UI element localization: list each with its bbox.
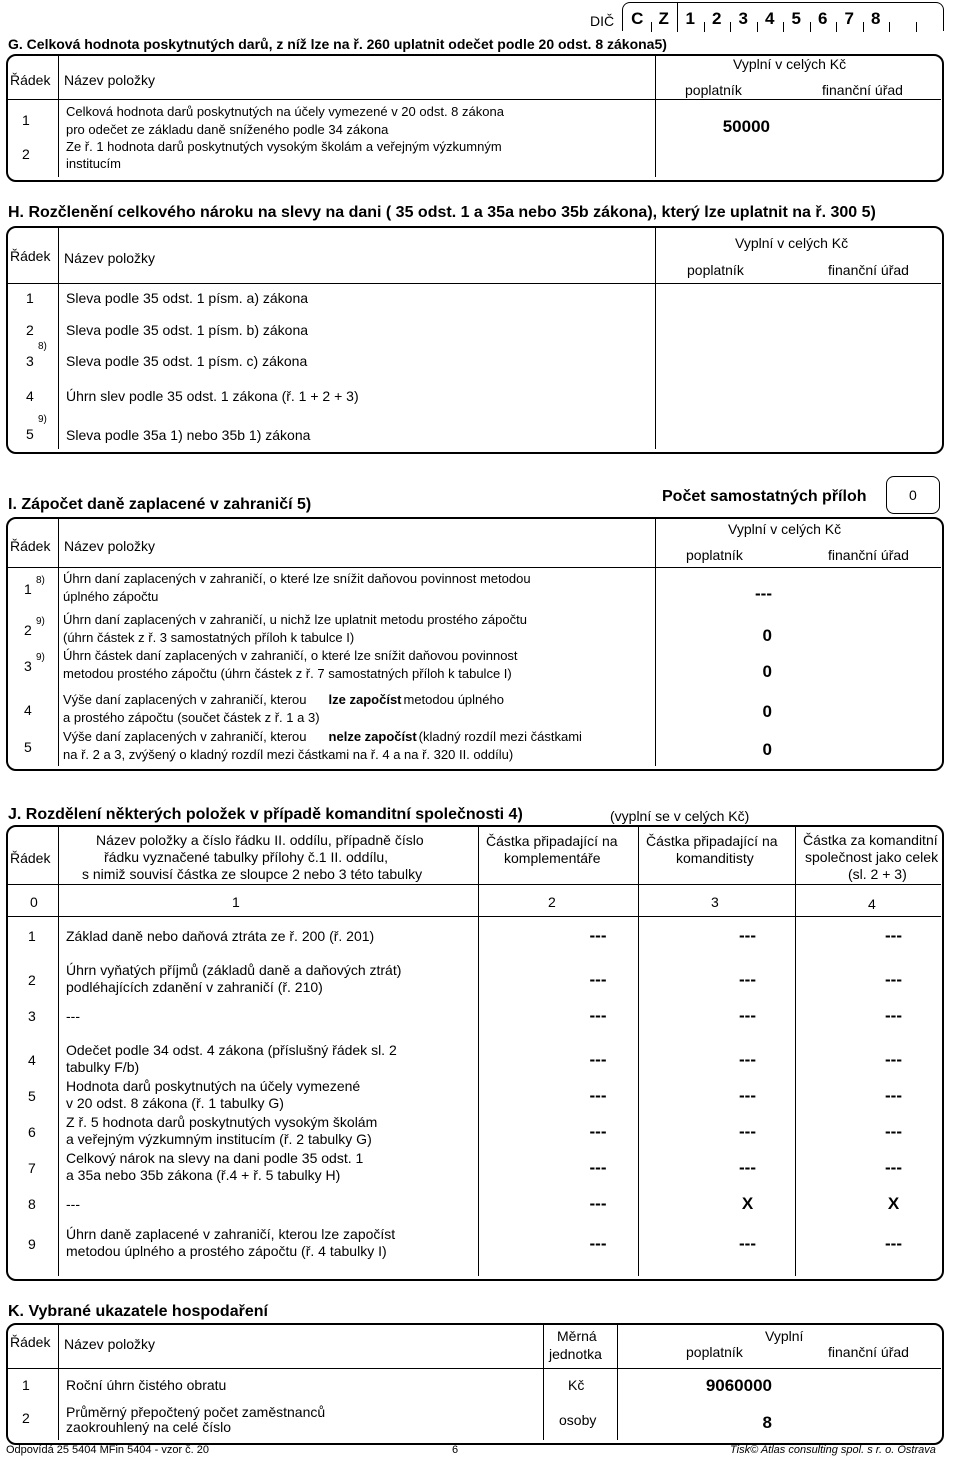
j-row-c2[interactable]: --- bbox=[589, 970, 607, 989]
j-row-text1: Úhrn daně zaplacené v zahraničí, kterou lze započíst bbox=[66, 1226, 396, 1242]
h-col-name: Název položky bbox=[64, 250, 156, 266]
j-row-num: 8 bbox=[28, 1196, 36, 1212]
i-row-text1-main: Úhrn daní zaplacených v zahraničí, u nichž lze uplatnit metodu prostého zápočtu bbox=[63, 612, 527, 627]
j-col-name-2: řádku vyznačené tabulky přílohy č.1 II. oddílu, bbox=[104, 849, 389, 865]
j-row-text1: Hodnota darů poskytnutých na účely vymezené bbox=[66, 1078, 361, 1094]
dic-char: 5 bbox=[791, 9, 801, 28]
j-row-c4[interactable]: X bbox=[887, 1194, 900, 1213]
j-col3-2: komanditisty bbox=[676, 850, 754, 866]
j-row-c4[interactable]: --- bbox=[885, 1086, 902, 1105]
j-row-text2: tabulky F/b) bbox=[66, 1059, 140, 1075]
j-row-text2: metodou úplného a prostého zápočtu (ř. 4 tabulky I) bbox=[66, 1243, 387, 1259]
j-row-text1: Odečet podle 34 odst. 4 zákona (příslušný řádek sl. 2 bbox=[66, 1042, 397, 1058]
j-row-c4[interactable]: --- bbox=[885, 970, 902, 989]
footer-left: Odpovídá 25 5404 MFin 5404 - vzor č. 20 bbox=[6, 1444, 210, 1456]
g-row2-num: 2 bbox=[22, 146, 30, 162]
j-row-c2[interactable]: --- bbox=[589, 1234, 607, 1253]
i-row-text1-tail: (kladný rozdíl mezi částkami bbox=[418, 729, 582, 744]
j-row-c4[interactable]: --- bbox=[885, 1050, 902, 1069]
j-row-c2[interactable]: --- bbox=[589, 1158, 607, 1177]
h-col-payer: poplatník bbox=[687, 262, 744, 278]
h-row-text: Sleva podle 35 odst. 1 písm. b) zákona bbox=[66, 322, 309, 338]
j-row-c3[interactable]: --- bbox=[739, 926, 756, 945]
g-col-row: Řádek bbox=[10, 72, 51, 88]
j-colnum-2: 2 bbox=[548, 894, 556, 910]
k-row2-num: 2 bbox=[22, 1410, 30, 1426]
k-col-unit-1: Měrná bbox=[557, 1328, 597, 1344]
h-row-text: Sleva podle 35a 1) nebo 35b 1) zákona bbox=[66, 427, 311, 443]
i-row-text1 bbox=[63, 571, 531, 587]
j-row-c3[interactable]: --- bbox=[739, 1158, 756, 1177]
j-row-c2[interactable]: --- bbox=[589, 926, 607, 945]
j-row-text2: a 35a nebo 35b zákona (ř.4 + ř. 5 tabulky H) bbox=[66, 1167, 341, 1183]
k-row2-payer[interactable]: 8 bbox=[762, 1413, 772, 1432]
i-row-text1 bbox=[63, 692, 504, 708]
j-col-name-3: s nimiž souvisí částka ze sloupce 2 nebo 3 této tabulky bbox=[82, 866, 423, 882]
j-row-c3[interactable]: --- bbox=[739, 1122, 756, 1141]
i-row-footnote: 8) bbox=[36, 575, 45, 586]
j-col2-1: Částka připadající na bbox=[486, 833, 618, 849]
section-k-title: K. Vybrané ukazatele hospodaření bbox=[8, 1303, 268, 1320]
j-row-text1: Úhrn vyňatých příjmů (základů daně a daňových ztrát) bbox=[66, 962, 402, 978]
dic-char: C bbox=[631, 9, 644, 28]
j-row-num: 4 bbox=[28, 1052, 36, 1068]
i-row-text1 bbox=[63, 612, 527, 628]
i-row-text1 bbox=[63, 648, 518, 664]
j-row-num: 7 bbox=[28, 1160, 36, 1176]
j-row-text2: v 20 odst. 8 zákona (ř. 1 tabulky G) bbox=[66, 1095, 284, 1111]
i-row-text2: (úhrn částek z ř. 3 samostatných příloh k tabulce I) bbox=[63, 630, 355, 645]
j-col-row: Řádek bbox=[10, 850, 51, 866]
g-row1-num: 1 bbox=[22, 112, 30, 128]
i-row-payer[interactable]: 0 bbox=[762, 740, 772, 759]
g-col-payer: poplatník bbox=[685, 82, 742, 98]
j-col3-1: Částka připadající na bbox=[646, 833, 778, 849]
k-row2-text2: zaokrouhlený na celé číslo bbox=[66, 1419, 231, 1435]
section-h-title: H. Rozčlenění celkového nároku na slevy na dani ( 35 odst. 1 a 35a nebo 35b zákona), který lze uplatnit na ř. 300 5) bbox=[8, 204, 876, 221]
j-colnum-1: 1 bbox=[232, 894, 240, 910]
section-j-title: J. Rozdělení některých položek v případě komanditní společnosti 4) bbox=[8, 806, 523, 823]
h-row-num: 3 bbox=[26, 353, 34, 369]
h-row-num: 2 bbox=[26, 322, 34, 338]
h-col-fill: Vyplní v celých Kč bbox=[735, 235, 849, 251]
j-row-num: 1 bbox=[28, 928, 36, 944]
i-row-text2: úplného zápočtu bbox=[63, 589, 159, 604]
j-row-c2[interactable]: --- bbox=[589, 1086, 607, 1105]
i-row-payer[interactable]: --- bbox=[755, 584, 772, 603]
h-col-row: Řádek bbox=[10, 248, 51, 264]
i-row-text1-main: Úhrn částek daní zaplacených v zahraničí, o které lze snížit daňovou povinnost bbox=[63, 648, 518, 663]
i-row-payer[interactable]: 0 bbox=[762, 702, 772, 721]
dic-char: 8 bbox=[871, 9, 881, 28]
i-row-text1-bold: lze započíst bbox=[328, 692, 402, 707]
i-col-name: Název položky bbox=[64, 538, 156, 554]
j-col-name-1: Název položky a číslo řádku II. oddílu, případně číslo bbox=[96, 832, 424, 848]
j-row-text2: podléhajících zdanění v zahraničí (ř. 210) bbox=[66, 979, 323, 995]
i-row-text1 bbox=[63, 729, 582, 745]
j-row-c2[interactable]: --- bbox=[589, 1194, 607, 1213]
section-j-note: (vyplní se v celých Kč) bbox=[610, 808, 750, 824]
i-row-payer[interactable]: 0 bbox=[762, 662, 772, 681]
attachments-value: 0 bbox=[909, 487, 917, 503]
dic-char bbox=[889, 6, 916, 34]
h-row-num: 1 bbox=[26, 290, 34, 306]
h-row-text: Sleva podle 35 odst. 1 písm. a) zákona bbox=[66, 290, 309, 306]
footer-page: 6 bbox=[452, 1444, 459, 1456]
dic-char: 6 bbox=[818, 9, 828, 28]
section-i-title: I. Zápočet daně zaplacené v zahraničí 5) bbox=[8, 496, 312, 513]
j-row-text1: --- bbox=[66, 1196, 80, 1212]
j-col4-3: (sl. 2 + 3) bbox=[848, 866, 907, 882]
i-row-num: 3 bbox=[24, 658, 32, 674]
j-row-num: 5 bbox=[28, 1088, 36, 1104]
dic-label: DIČ bbox=[590, 13, 615, 29]
k-col-fill: Vyplní bbox=[765, 1328, 804, 1344]
k-col-payer: poplatník bbox=[686, 1344, 743, 1360]
j-col4-2: společnost jako celek bbox=[805, 849, 939, 865]
dic-field[interactable] bbox=[622, 2, 944, 36]
j-row-c2[interactable]: --- bbox=[589, 1006, 607, 1025]
j-col4-1: Částka za komanditní bbox=[803, 832, 938, 848]
attachments-label: Počet samostatných příloh bbox=[662, 488, 867, 505]
k-row2-text1: Průměrný přepočtený počet zaměstnanců bbox=[66, 1404, 326, 1420]
i-col-payer: poplatník bbox=[686, 547, 743, 563]
dic-char bbox=[916, 6, 943, 34]
j-row-c3[interactable]: --- bbox=[739, 1006, 756, 1025]
i-row-num: 2 bbox=[24, 622, 32, 638]
i-row-text2: metodou prostého zápočtu (úhrn částek z ř. 7 samostatných příloh k tabulce I) bbox=[63, 666, 512, 681]
j-row-text1: Z ř. 5 hodnota darů poskytnutých vysokým školám bbox=[66, 1114, 378, 1130]
h-row-num: 4 bbox=[26, 388, 34, 404]
section-g-title: G. Celková hodnota poskytnutých darů, z níž lze na ř. 260 uplatnit odečet podle 20 odst. 8 zákona5) bbox=[8, 36, 667, 52]
i-row-payer[interactable]: 0 bbox=[762, 626, 772, 645]
i-col-office: finanční úřad bbox=[828, 547, 909, 563]
footer-right: Tisk© Atlas consulting spol. s r. o. Ostrava bbox=[730, 1444, 936, 1456]
j-row-c4[interactable]: --- bbox=[885, 1234, 902, 1253]
h-row-text: Úhrn slev podle 35 odst. 1 zákona (ř. 1 + 2 + 3) bbox=[66, 388, 359, 404]
j-row-num: 9 bbox=[28, 1236, 36, 1252]
g-row1-payer[interactable]: 50000 bbox=[722, 117, 770, 136]
i-row-num: 1 bbox=[24, 581, 32, 597]
i-row-text1-main: Úhrn daní zaplacených v zahraničí, o které lze snížit daňovou povinnost metodou bbox=[63, 571, 531, 586]
j-row-c2[interactable]: --- bbox=[589, 1050, 607, 1069]
j-row-c4[interactable]: --- bbox=[885, 926, 902, 945]
j-row-c3[interactable]: --- bbox=[739, 1050, 756, 1069]
j-row-c2[interactable]: --- bbox=[589, 1122, 607, 1141]
j-row-num: 6 bbox=[28, 1124, 36, 1140]
j-row-text1: --- bbox=[66, 1008, 80, 1024]
k-col-office: finanční úřad bbox=[828, 1344, 909, 1360]
g-row1-text1: Celková hodnota darů poskytnutých na účely vymezené v 20 odst. 8 zákona bbox=[66, 104, 504, 119]
j-row-c4[interactable]: --- bbox=[885, 1006, 902, 1025]
j-row-c4[interactable]: --- bbox=[885, 1122, 902, 1141]
attachments-field[interactable] bbox=[886, 476, 940, 514]
j-row-c3[interactable]: --- bbox=[739, 970, 756, 989]
g-col-name: Název položky bbox=[64, 72, 156, 88]
j-row-text1: Celkový nárok na slevy na dani podle 35 odst. 1 bbox=[66, 1150, 364, 1166]
i-row-footnote: 9) bbox=[36, 652, 45, 663]
k-row1-text: Roční úhrn čistého obratu bbox=[66, 1377, 227, 1393]
j-row-text1: Základ daně nebo daňová ztráta ze ř. 200 (ř. 201) bbox=[66, 928, 375, 944]
h-col-office: finanční úřad bbox=[828, 262, 909, 278]
g-col-fill: Vyplní v celých Kč bbox=[733, 56, 847, 72]
k-row1-unit: Kč bbox=[568, 1377, 585, 1393]
i-row-num: 4 bbox=[24, 702, 32, 718]
j-row-c3[interactable]: --- bbox=[739, 1086, 756, 1105]
k-col-row: Řádek bbox=[10, 1334, 51, 1350]
g-row2-text1: Ze ř. 1 hodnota darů poskytnutých vysokým školám a veřejným výzkumným bbox=[66, 139, 502, 154]
i-row-num: 5 bbox=[24, 739, 32, 755]
h-row-footnote: 9) bbox=[38, 414, 47, 425]
i-col-row: Řádek bbox=[10, 538, 51, 554]
dic-char: 3 bbox=[738, 9, 748, 28]
i-row-text2: na ř. 2 a 3, zvýšený o kladný rozdíl mezi částkami na ř. 4 a na ř. 320 II. oddílu) bbox=[63, 747, 514, 762]
dic-char: 4 bbox=[765, 9, 775, 28]
k-col-name: Název položky bbox=[64, 1336, 156, 1352]
j-row-c3[interactable]: --- bbox=[739, 1234, 756, 1253]
j-row-c4[interactable]: --- bbox=[885, 1158, 902, 1177]
h-row-footnote: 8) bbox=[38, 341, 47, 352]
j-colnum-4: 4 bbox=[868, 896, 876, 912]
k-col-unit-2: jednotka bbox=[549, 1346, 602, 1362]
dic-char: 7 bbox=[844, 9, 854, 28]
j-col2-2: komplementáře bbox=[504, 850, 601, 866]
k-row2-unit: osoby bbox=[559, 1412, 597, 1428]
i-row-text2: a prostého zápočtu (součet částek z ř. 1 a 3) bbox=[63, 710, 320, 725]
i-row-text1-tail: metodou úplného bbox=[403, 692, 504, 707]
i-row-text1-bold: nelze započíst bbox=[328, 729, 417, 744]
i-col-fill: Vyplní v celých Kč bbox=[728, 521, 842, 537]
j-row-c3[interactable]: X bbox=[741, 1194, 754, 1213]
j-row-text2: a veřejným výzkumným institucím (ř. 2 tabulky G) bbox=[66, 1131, 372, 1147]
i-row-footnote: 9) bbox=[36, 616, 45, 627]
j-row-num: 2 bbox=[28, 972, 36, 988]
k-row1-num: 1 bbox=[22, 1377, 30, 1393]
g-row2-text2: institucím bbox=[66, 156, 121, 171]
h-row-text: Sleva podle 35 odst. 1 písm. c) zákona bbox=[66, 353, 308, 369]
k-row1-payer[interactable]: 9060000 bbox=[705, 1376, 772, 1395]
dic-char: 1 bbox=[685, 9, 695, 28]
j-colnum-3: 3 bbox=[711, 894, 719, 910]
i-row-text1-main: Výše daní zaplacených v zahraničí, kterou bbox=[63, 692, 307, 707]
dic-char: 2 bbox=[712, 9, 722, 28]
j-row-num: 3 bbox=[28, 1008, 36, 1024]
dic-char: Z bbox=[658, 9, 669, 28]
h-row-num: 5 bbox=[26, 426, 34, 442]
g-col-office: finanční úřad bbox=[822, 82, 903, 98]
g-row1-text2: pro odečet ze základu daně sníženého podle 34 zákona bbox=[66, 122, 389, 137]
j-colnum-0: 0 bbox=[30, 894, 38, 910]
i-row-text1-main: Výše daní zaplacených v zahraničí, kterou bbox=[63, 729, 307, 744]
